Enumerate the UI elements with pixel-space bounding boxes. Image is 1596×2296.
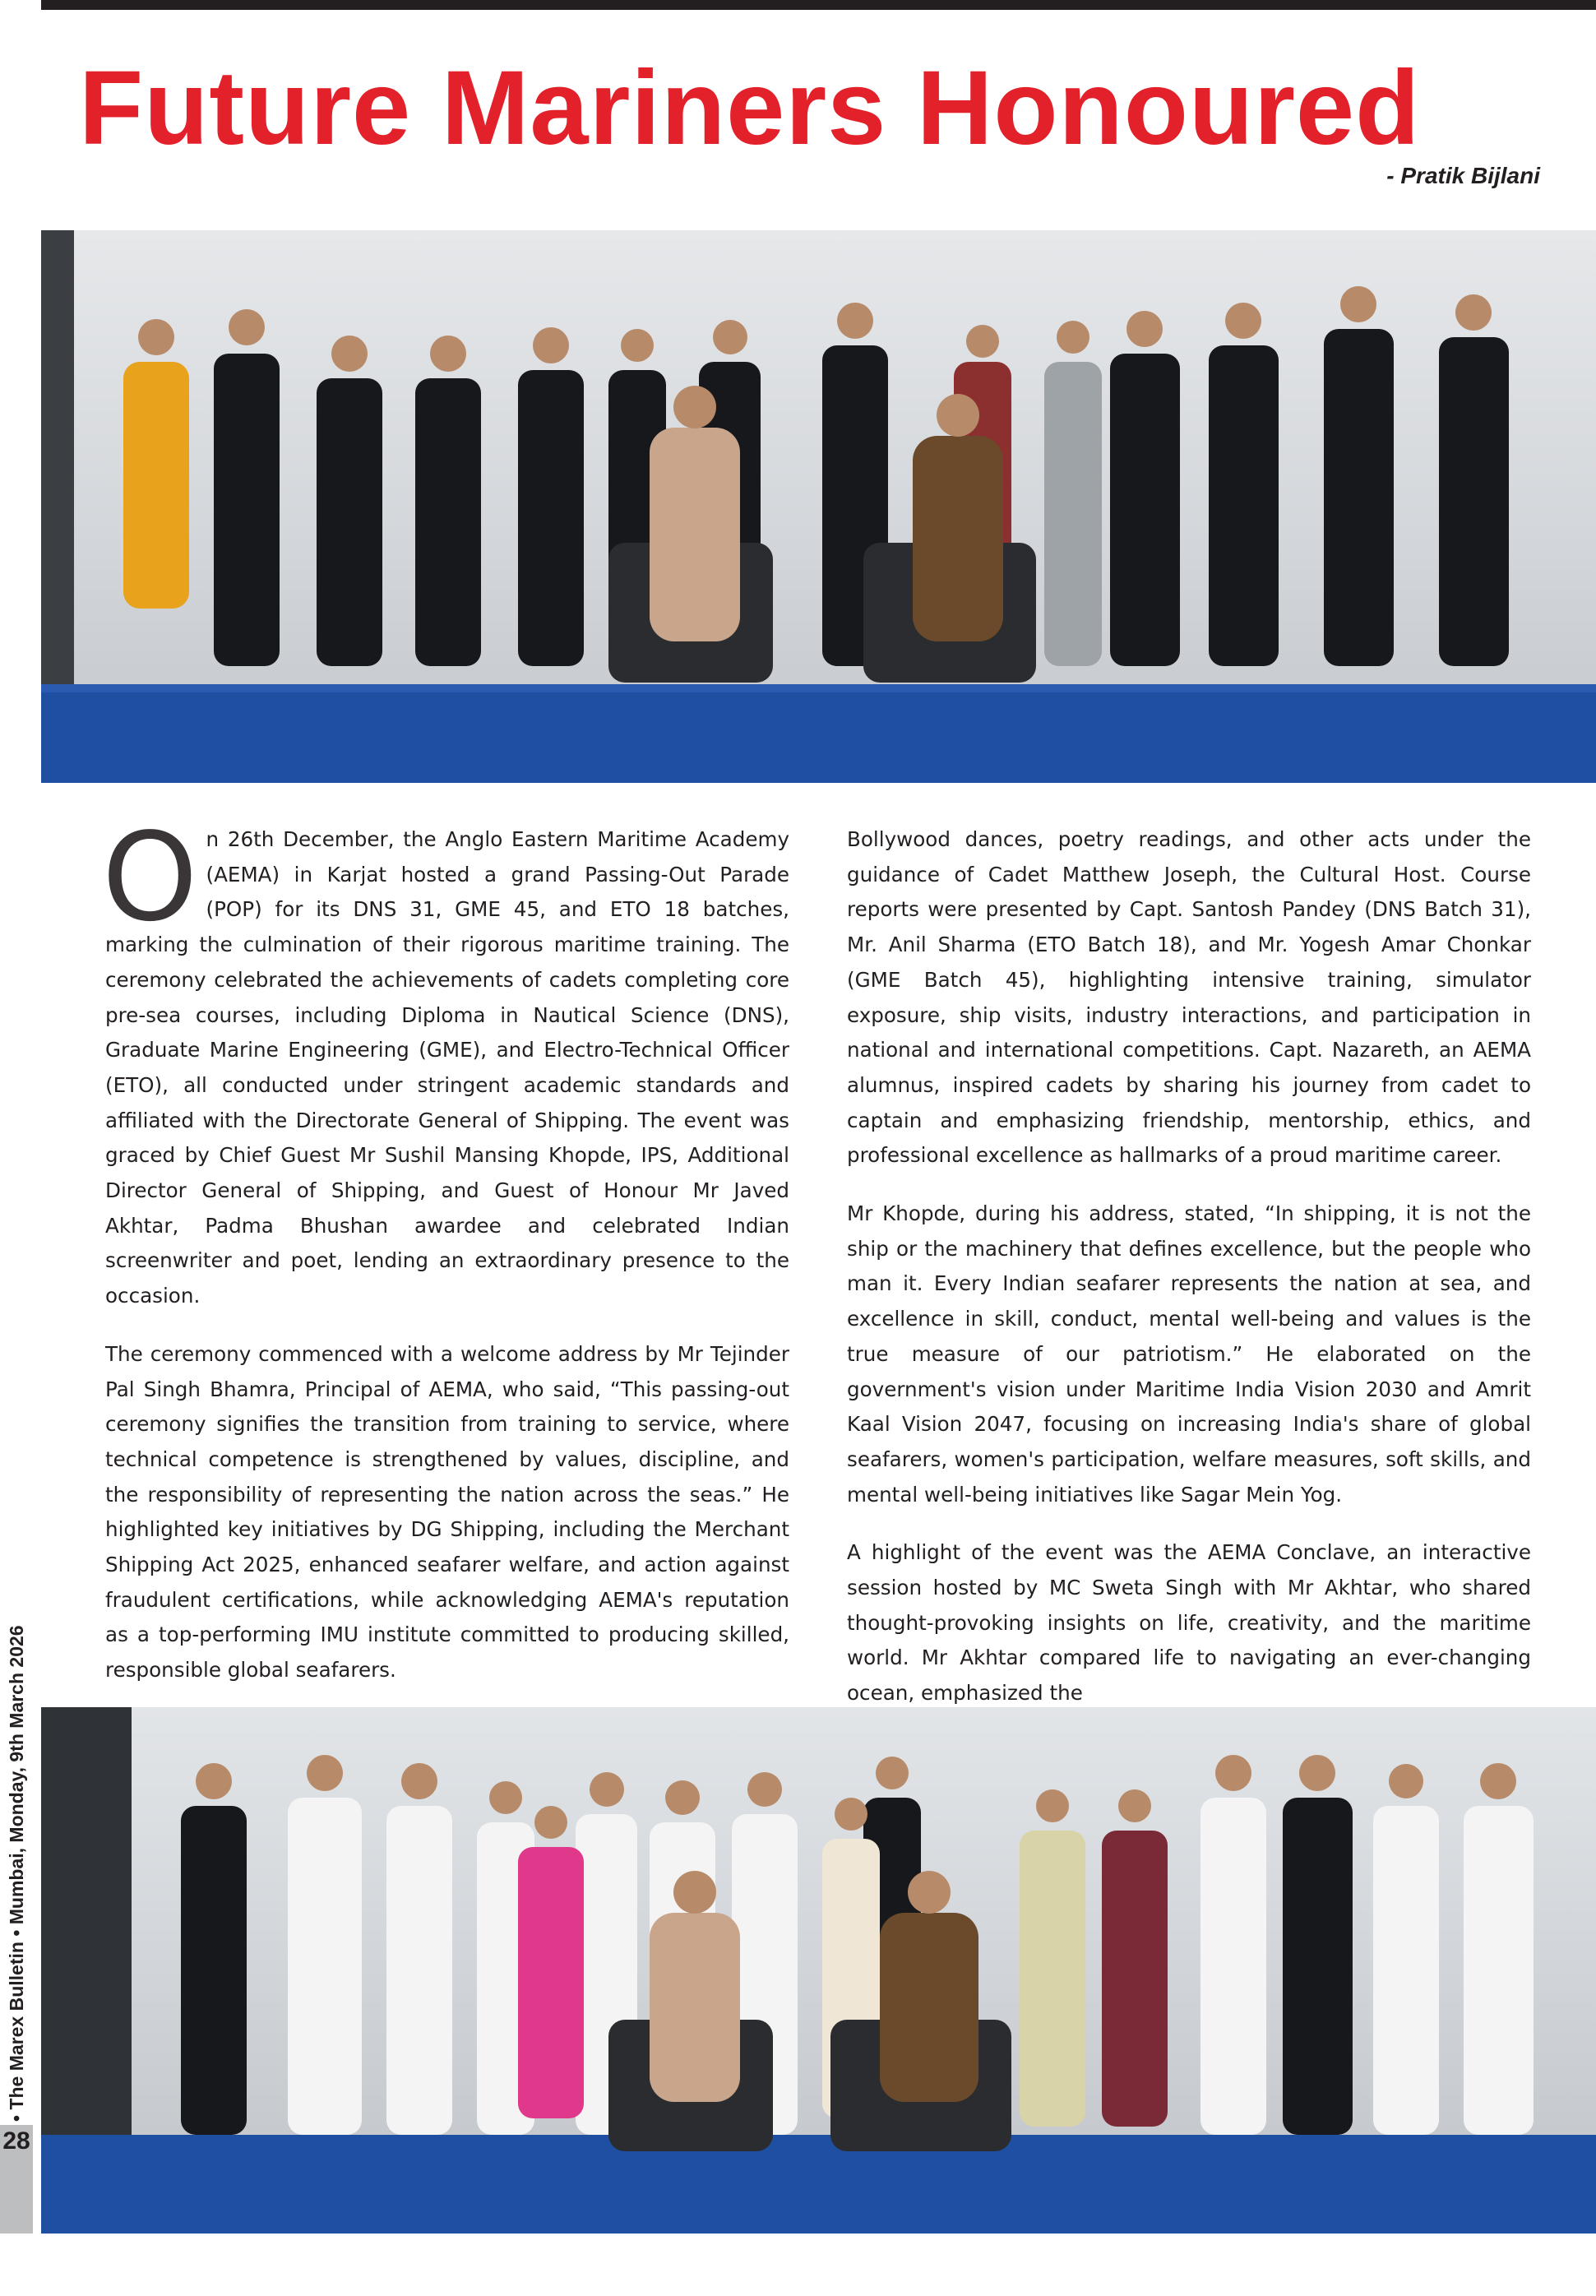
paragraph-intro [102,807,789,1314]
page-number-strip [0,2158,33,2234]
article-column-right [847,822,1531,1734]
group-photo-top [41,230,1596,783]
paragraph-welcome-address: The ceremony commenced with a welcome address by Mr Tejinder Pal Singh Bhamra, Principal of AEMA, who said, “This passing-out ceremony signifies the transition from training to service, where technical competence is strengthened by values, discipline, and the responsibility of representing the nation across the seas.” He highlighted key initiatives by DG Shipping, including the Merchant Shipping Act 2025, enhanced seafarer welfare, and action against fraudulent certifications, while acknowledging AEMA's reputation as a top-performing IMU institute committed to producing skilled, responsible global seafarers. [105,1341,789,1683]
paragraph-intro-text: n 26th December, the Anglo Eastern Maritime Academy (AEMA) in Karjat hosted a grand Passing-Out Parade (POP) for its DNS 31, GME 45, and ETO 18 batches, marking the culmination of their rigorous maritime training. The ceremony celebrated the achievements of cadets completing core pre-sea courses, including Diploma in Nautical Science (DNS), Graduate Marine Engineering (GME), and Electro-Technical Officer (ETO), all conducted under stringent academic standards and affiliated with the Directorate General of Shipping. The event was graced by Chief Guest Mr Sushil Mansing Khopde, IPS, Additional Director General of Shipping, and Guest of Honour Mr Javed Akhtar, Padma Bhushan awardee and celebrated Indian screenwriter and poet, lending an extraordinary presence to the occasion. [105,827,789,1308]
paragraph-khopde-address: Mr Khopde, during his address, stated, “In shipping, it is not the ship or the machinery that defines excellence, but the people who man it. Every Indian seafarer represents the nation at sea, and excellence in skill, conduct, mental well-being and values is the true measure of our patriotism.” He elaborated on the government's vision under Maritime India Vision 2030 and Amrit Kaal Vision 2047, focusing on increasing India's share of global seafarers, women's participation, welfare measures, soft skills, and mental well-being initiatives like Sagar Mein Yog. [847,1201,1531,1507]
group-photo-bottom [41,1707,1596,2234]
page-number: 28 [0,2125,33,2158]
group-photo-top-illustration [41,230,1596,783]
paragraph-conclave: A highlight of the event was the AEMA Conclave, an interactive session hosted by MC Sweta Singh with Mr Akhtar, who shared thought-provoking insights on life, creativity, and the maritime world. Mr Akhtar compared life to navigating an ever-changing ocean, emphasized the [847,1540,1531,1706]
group-photo-bottom-illustration [41,1707,1596,2234]
publication-side-label-text: • The Marex Bulletin • Mumbai, Monday, 9th March 2026 [6,1625,27,2122]
byline: - Pratik Bijlani [1386,163,1540,188]
headline: Future Mariners Honoured [79,49,1421,167]
publication-side-label [0,1546,31,2122]
drop-cap: O [102,807,198,948]
paragraph-course-reports: Bollywood dances, poetry readings, and other acts under the guidance of Cadet Matthew Joseph, the Cultural Host. Course reports were presented by Capt. Santosh Pandey (DNS Batch 31), Mr. Anil Sharma (ETO Batch 18), and Mr. Yogesh Amar Chonkar (GME Batch 45), highlighting intensive training, simulator exposure, ship visits, industry interactions, and participation in national and international competitions. Capt. Nazareth, an AEMA alumnus, inspired cadets by sharing his journey from cadet to captain and emphasizing friendship, mentorship, ethics, and professional excellence as hallmarks of a proud maritime career. [847,827,1531,1168]
top-rule [41,0,1596,10]
article-column-left [102,807,789,1770]
